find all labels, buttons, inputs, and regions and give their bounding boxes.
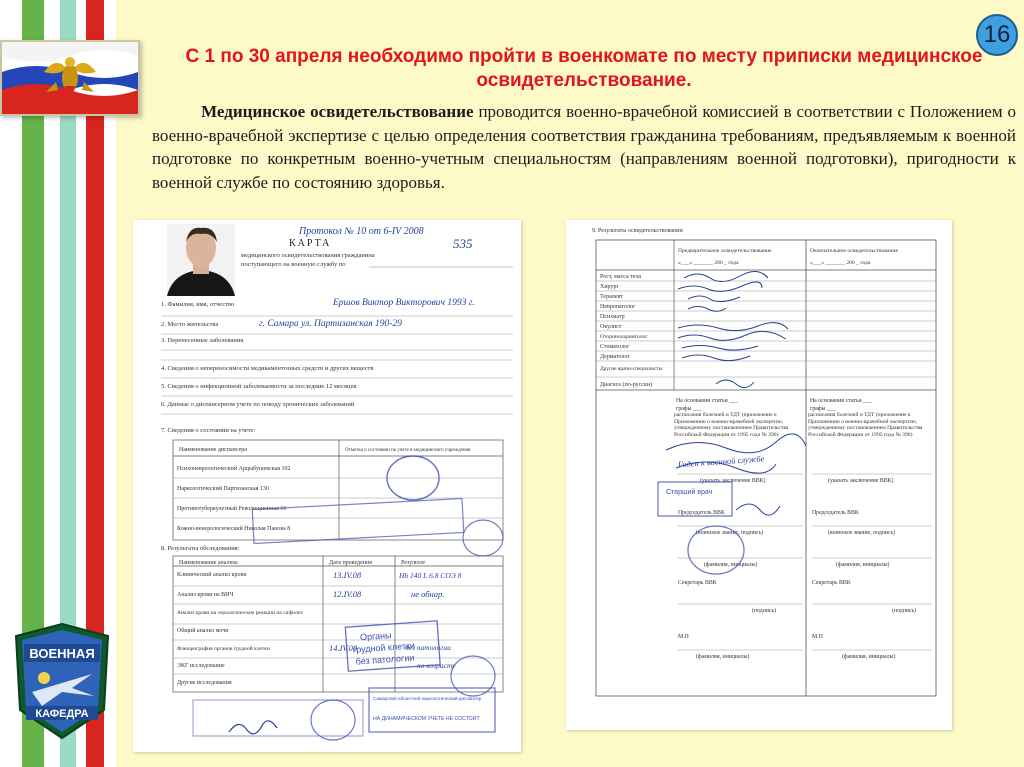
exam-col-date: Дата проведения <box>329 560 372 566</box>
exam-result: Hb 140 L 6.8 СОЭ 8 <box>399 571 462 580</box>
rank-signature-hint: (воинское звание, подпись) <box>696 530 764 536</box>
signature-hint: (подпись) <box>752 608 777 614</box>
results-section-title: 9. Результаты освидетельствования: <box>592 228 684 234</box>
specialist-row: Стоматолог <box>600 344 630 350</box>
card-field-5: 5. Сведения о инфекционной заболеваемости за последние 12 месяцев <box>161 383 357 390</box>
fio-hint: (фамилия, инициалы) <box>842 654 896 660</box>
dispensary-stamp <box>369 688 495 732</box>
card-subtitle-1: медицинского освидетельствования гражданина <box>241 252 375 259</box>
svg-text:Самарский областной наркологич: Самарский областной наркологический диспансер <box>373 696 482 701</box>
stamp-place-mp: М.П <box>678 634 689 640</box>
svg-text:Органы: Органы <box>359 630 392 643</box>
card-field-3: 3. Перенесенные заболевания <box>161 337 244 344</box>
card-top-number: 535 <box>453 236 473 251</box>
exam-date: 12.IV.08 <box>333 589 362 599</box>
paragraph-body: проводится военно-врачебной комиссией в соответствии с Положением о военно-врачебной экспертизе с целью определения соответствия гражданина требованиям, предъявляемым к военной подготовке по конкретным военно-учетным специальностям (направлениям военной подготовки), пригодности к военной службе по состоянию здоровья. <box>152 102 1017 192</box>
basis-column: графы ___ <box>810 406 836 412</box>
col-preliminary-date: «___» _______ 200 _ года <box>678 260 739 266</box>
svg-text:НА ДИНАМИЧЕСКОМ УЧЕТЕ НЕ СОСТО: НА ДИНАМИЧЕСКОМ УЧЕТЕ НЕ СОСТОИТ <box>373 716 480 722</box>
conclusion-hint: (указать заключение ВВК) <box>828 478 894 484</box>
slide-heading: С 1 по 30 апреля необходимо пройти в военкомате по месту приписки медицинское освидетельствование. <box>185 46 983 91</box>
signature <box>229 721 277 734</box>
exam-date: 13.IV.08 <box>333 570 362 580</box>
handwritten-name: Ершов Виктор Викторович 1993 г. <box>333 298 475 308</box>
specialist-row: Хирург <box>600 284 619 290</box>
basis-column: графы ___ <box>676 406 702 412</box>
dispensary-table <box>173 440 503 540</box>
exam-name: Флюорография органов грудной клетки <box>177 646 270 652</box>
secretary-label: Секретарь ВВК <box>812 580 851 586</box>
dispensary-1: Психоневрологический Арцыбушевская 102 <box>177 466 291 472</box>
specialist-row: Рост, масса тела <box>600 274 642 280</box>
basis-article: На основании статьи ___ <box>676 398 738 404</box>
specialist-row: Терапевт <box>600 294 623 300</box>
specialist-row: Оториноларинголог <box>600 334 648 340</box>
dispensary-2: Наркологический Партизанская 130 <box>177 486 269 492</box>
card-field-7: 7. Сведения о состоянии на учете: <box>161 427 256 434</box>
exam-col-result: Результат <box>401 560 426 566</box>
dispensary-4: Кожно-венерологический Николая Панова 8 <box>177 526 291 532</box>
dispensary-col-mark: Отметка о состоянии на учете в медицинского учреждения <box>345 448 471 453</box>
svg-text:КАФЕДРА: КАФЕДРА <box>35 708 89 720</box>
dispensary-col-name: Наименование диспансера <box>179 447 247 453</box>
exam-name: Анализ крови на серологические реакции на сифилис <box>177 610 304 616</box>
chairman-label: Председатель ВВК <box>678 510 725 516</box>
basis-stamp-handwriting: Годен к военной службе <box>677 453 765 470</box>
exam-date: 14.IV.08 <box>329 643 358 653</box>
col-preliminary: Предварительное освидетельствование <box>678 248 772 254</box>
specialist-row: Диагноз (по-русски) <box>600 382 653 388</box>
exam-name: Другие исследования <box>177 680 232 686</box>
col-final: Окончательное освидетельствование <box>810 248 898 254</box>
specialist-row: Дерматолог <box>600 354 630 360</box>
round-stamp <box>463 520 503 556</box>
svg-text:грудной клетки: грудной клетки <box>352 640 416 655</box>
card-top-note: Протокол № 10 от 6-IV 2008 <box>299 226 424 237</box>
card-subtitle-2: поступающего на военную службу по <box>241 261 346 268</box>
svg-text:без патологии: без патологии <box>355 652 415 667</box>
medical-card-scan-right <box>566 220 952 730</box>
conclusion-hint: (указать заключение ВВК) <box>700 478 766 484</box>
specialist-row: Психиатр <box>600 314 625 320</box>
basis-regulation-right: расписания болезней и ТДТ (приложение к Приложению о военно-врачебной экспертизе, утвержденному постановлением Правительства Российской Федерации от 1995 года № 390) <box>808 412 923 438</box>
russian-flag-emblem-logo <box>0 40 140 116</box>
dispensary-3: Противотуберкулезный Революционная 66 <box>177 506 287 512</box>
exam-results-table <box>173 556 503 692</box>
signature-hint: (подпись) <box>892 608 917 614</box>
card-field-6: 6. Данные о диспансерном учете по поводу хронических заболеваний <box>161 401 355 408</box>
exam-result: по возрасту <box>417 661 456 670</box>
card-field-4: 4. Сведения о непереносимости медикаментозных средств и других веществ <box>161 365 374 372</box>
military-department-badge-logo <box>12 622 112 740</box>
paragraph-lead-term: Медицинское освидетельствование <box>201 102 474 121</box>
round-stamp <box>311 700 355 740</box>
secretary-label: Секретарь ВВК <box>678 580 717 586</box>
specialist-row: Невропатолог <box>600 304 636 310</box>
applicant-photo <box>167 224 235 296</box>
stamp-place-mp: М.П <box>812 634 823 640</box>
exam-result: не обнар. <box>411 589 445 599</box>
basis-article: На основании статьи ___ <box>810 398 872 404</box>
handwritten-address: г. Самара ул. Партизанская 190-29 <box>259 319 402 329</box>
slide-paragraph <box>152 100 1016 194</box>
results-table <box>596 240 936 696</box>
fio-hint: (фамилия, инициалы) <box>696 654 750 660</box>
exam-col-name: Наименование анализа <box>179 560 238 566</box>
fio-hint: (фамилия, инициалы) <box>836 562 890 568</box>
exam-name: ЭКГ исследование <box>177 663 225 669</box>
exam-name: Клинический анализ крови <box>177 572 247 578</box>
card-field-1: 1. Фамилия, имя, отчество <box>161 301 235 308</box>
round-stamp <box>451 656 495 696</box>
basis-regulation-left: расписания болезней и ТДТ (приложение к Приложению о военно-врачебной экспертизе, утвержденному постановлением Правительства Российской Федерации от 1995 года № 390) <box>674 412 789 438</box>
exam-name: Анализ крови на ВИЧ <box>177 592 234 598</box>
medical-card-scan-left <box>133 220 521 752</box>
chairman-label: Председатель ВВК <box>812 510 859 516</box>
card-title: КАРТА <box>289 238 332 249</box>
fio-hint: (фамилия, инициалы) <box>704 562 758 568</box>
svg-text:Старший врач: Старший врач <box>666 489 713 496</box>
svg-text:ВОЕННАЯ: ВОЕННАЯ <box>29 646 95 661</box>
exam-result: без патологии <box>405 643 451 652</box>
card-field-2: 2. Место жительства <box>161 321 219 328</box>
exam-section-title: 8. Результаты обследования: <box>161 545 240 552</box>
col-final-date: «___» _______ 200 _ года <box>810 260 871 266</box>
page-number-badge: 16 <box>976 14 1018 56</box>
exam-name: Общий анализ мочи <box>177 628 229 634</box>
rank-signature-hint: (воинское звание, подпись) <box>828 530 896 536</box>
specialist-row: Другие врачи-специалисты <box>600 366 663 372</box>
specialist-row: Окулист <box>600 324 622 330</box>
rectangular-stamp <box>193 700 363 736</box>
